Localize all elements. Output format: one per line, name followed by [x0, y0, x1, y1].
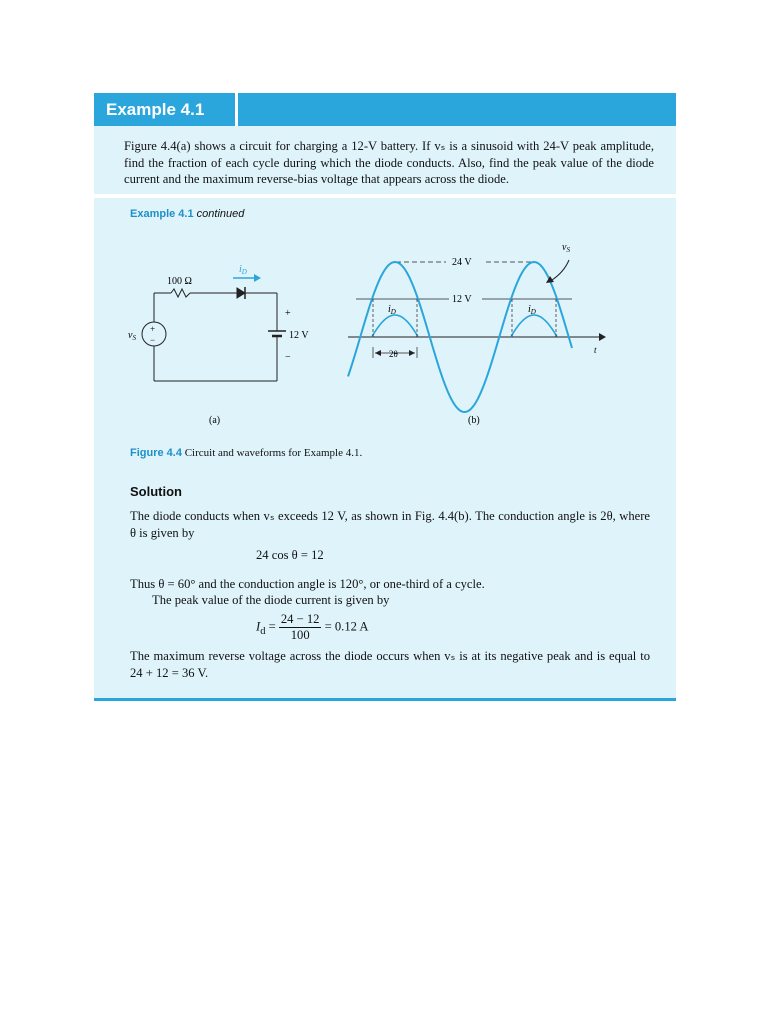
eq-fraction — [279, 612, 322, 643]
figure-caption — [130, 447, 362, 459]
eq-denominator: 100 — [290, 628, 310, 642]
solution-heading: Solution — [130, 484, 182, 499]
battery-label: 12 V — [289, 330, 309, 341]
continued-suffix: continued — [196, 208, 245, 220]
angle-label: 2θ — [389, 349, 398, 359]
solution-paragraph-1: The diode conducts when vₛ exceeds 12 V, as shown in Fig. 4.4(b). The conduction angle is 2θ, where θ is given by — [130, 509, 650, 540]
eq-current-sub: d — [260, 625, 266, 637]
equation-current — [256, 612, 368, 643]
continued-section — [94, 198, 676, 698]
equation-cos: 24 cos θ = 12 — [256, 548, 324, 562]
eq-numerator: 24 − 12 — [280, 612, 320, 626]
solution-paragraph-4: The maximum reverse voltage across the diode occurs when vₛ is at its negative peak and is equal to 24 + 12 = 36 V. — [130, 649, 650, 680]
figure-caption-label: Figure 4.4 — [130, 447, 182, 459]
solution-paragraph-2: Thus θ = 60° and the conduction angle is 120°, or one-third of a cycle. — [130, 577, 485, 591]
current-arrow — [233, 274, 261, 282]
diode-current-pulse-1 — [372, 315, 418, 337]
bottom-rule — [94, 698, 676, 701]
example-title: Example 4.1 — [94, 93, 238, 126]
source-minus: − — [150, 335, 156, 345]
example-header-bar — [94, 93, 676, 126]
time-axis-arrow — [599, 333, 606, 341]
eq-equals: = — [268, 619, 276, 634]
time-axis-label: t — [594, 345, 597, 355]
peak-24v-label: 24 V — [452, 257, 472, 268]
id-label-2: $i_D$ — [528, 304, 536, 316]
vs-label: $v_S$ — [562, 242, 570, 254]
id-label-1: $i_D$ — [388, 304, 396, 316]
source-plus: + — [150, 324, 156, 334]
source-label: $v_S$ — [128, 330, 136, 342]
figure-caption-text: Circuit and waveforms for Example 4.1. — [184, 447, 363, 459]
resistor-symbol — [171, 289, 190, 297]
figure-4-4 — [94, 198, 676, 443]
problem-statement-box — [94, 126, 676, 194]
vs-pointer-arrow — [552, 260, 569, 280]
diode-symbol — [237, 288, 245, 298]
resistor-label: 100 Ω — [167, 276, 192, 287]
continued-example-number: Example 4.1 — [130, 208, 194, 220]
eq-result: = 0.12 A — [324, 619, 369, 634]
diode-current-pulse-2 — [511, 315, 557, 337]
waveform-caption: (b) — [468, 415, 480, 426]
problem-statement-text: Figure 4.4(a) shows a circuit for charging a 12-V battery. If vₛ is a sinusoid with 24-V peak amplitude, find the fraction of each cycle during which the diode conducts. Also, find the peak value of the diode current and the maximum reverse-bias voltage that appears across the diode. — [124, 139, 654, 186]
current-label: $i_D$ — [239, 264, 247, 276]
circuit-caption: (a) — [209, 415, 221, 426]
eq-current-symbol: I — [256, 619, 261, 634]
battery-plus: + — [285, 308, 291, 319]
waveform-diagram — [348, 260, 606, 412]
solution-paragraph-3: The peak value of the diode current is given by — [152, 593, 390, 607]
level-12v-label: 12 V — [452, 294, 472, 305]
circuit-diagram — [142, 287, 286, 381]
battery-minus: − — [285, 352, 291, 363]
